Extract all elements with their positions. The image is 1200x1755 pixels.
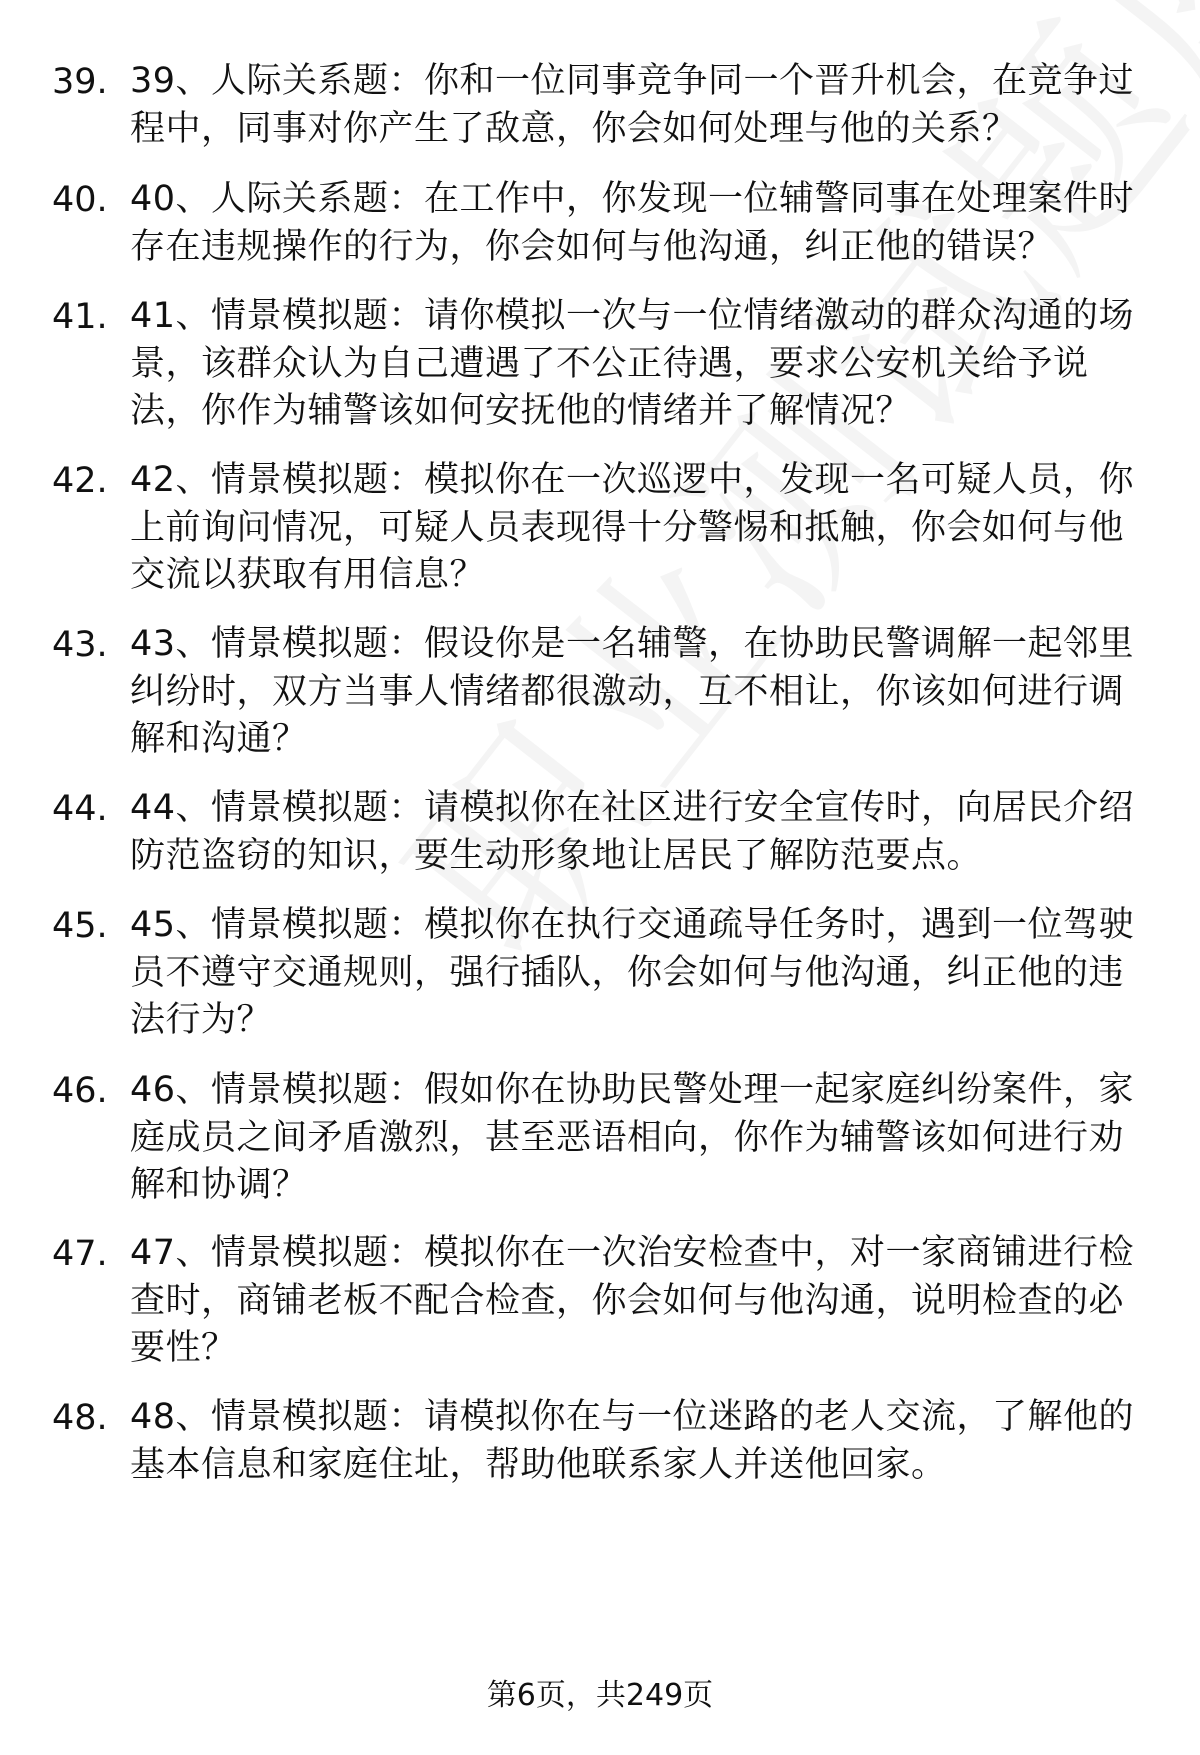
question-number: 41. (52, 297, 108, 337)
question-text: 40、人际关系题：在工作中，你发现一位辅警同事在处理案件时存在违规操作的行为，你会如何与他沟通，纠正他的错误？ (130, 179, 1135, 267)
question-text: 46、情景模拟题：假如你在协助民警处理一起家庭纠纷案件，家庭成员之间矛盾激烈，甚至恶语相向，你作为辅警该如何进行劝解和协调？ (130, 1070, 1135, 1205)
question-text: 48、情景模拟题：请模拟你在与一位迷路的老人交流，了解他的基本信息和家庭住址，帮助他联系家人并送他回家。 (130, 1397, 1135, 1485)
question-text: 44、情景模拟题：请模拟你在社区进行安全宣传时，向居民介绍防范盗窃的知识，要生动形象地让居民了解防范要点。 (130, 788, 1135, 876)
question-number: 42. (52, 461, 108, 501)
page-footer: 第6页，共249页 (486, 1678, 714, 1713)
question-number: 48. (52, 1398, 108, 1438)
question-text: 45、情景模拟题：模拟你在执行交通疏导任务时，遇到一位驾驶员不遵守交通规则，强行插队，你会如何与他沟通，纠正他的违法行为？ (130, 905, 1135, 1040)
question-number: 39. (52, 62, 108, 102)
question-text: 41、情景模拟题：请你模拟一次与一位情绪激动的群众沟通的场景，该群众认为自己遭遇了不公正待遇，要求公安机关给予说法，你作为辅警该如何安抚他的情绪并了解情况？ (130, 296, 1135, 431)
question-text: 47、情景模拟题：模拟你在一次治安检查中，对一家商铺进行检查时，商铺老板不配合检查，你会如何与他沟通，说明检查的必要性？ (130, 1233, 1135, 1368)
question-number: 40. (52, 180, 108, 220)
question-number: 47. (52, 1234, 108, 1274)
question-number: 44. (52, 789, 108, 829)
question-text: 42、情景模拟题：模拟你在一次巡逻中，发现一名可疑人员，你上前询问情况，可疑人员表现得十分警惕和抵触，你会如何与他交流以获取有用信息？ (130, 460, 1135, 595)
question-number: 45. (52, 906, 108, 946)
question-text: 39、人际关系题：你和一位同事竞争同一个晋升机会，在竞争过程中，同事对你产生了敌意，你会如何处理与他的关系？ (130, 61, 1135, 149)
question-number: 43. (52, 625, 108, 665)
question-number: 46. (52, 1071, 108, 1111)
question-text: 43、情景模拟题：假设你是一名辅警，在协助民警调解一起邻里纠纷时，双方当事人情绪都很激动，互不相让，你该如何进行调解和沟通？ (130, 624, 1135, 759)
